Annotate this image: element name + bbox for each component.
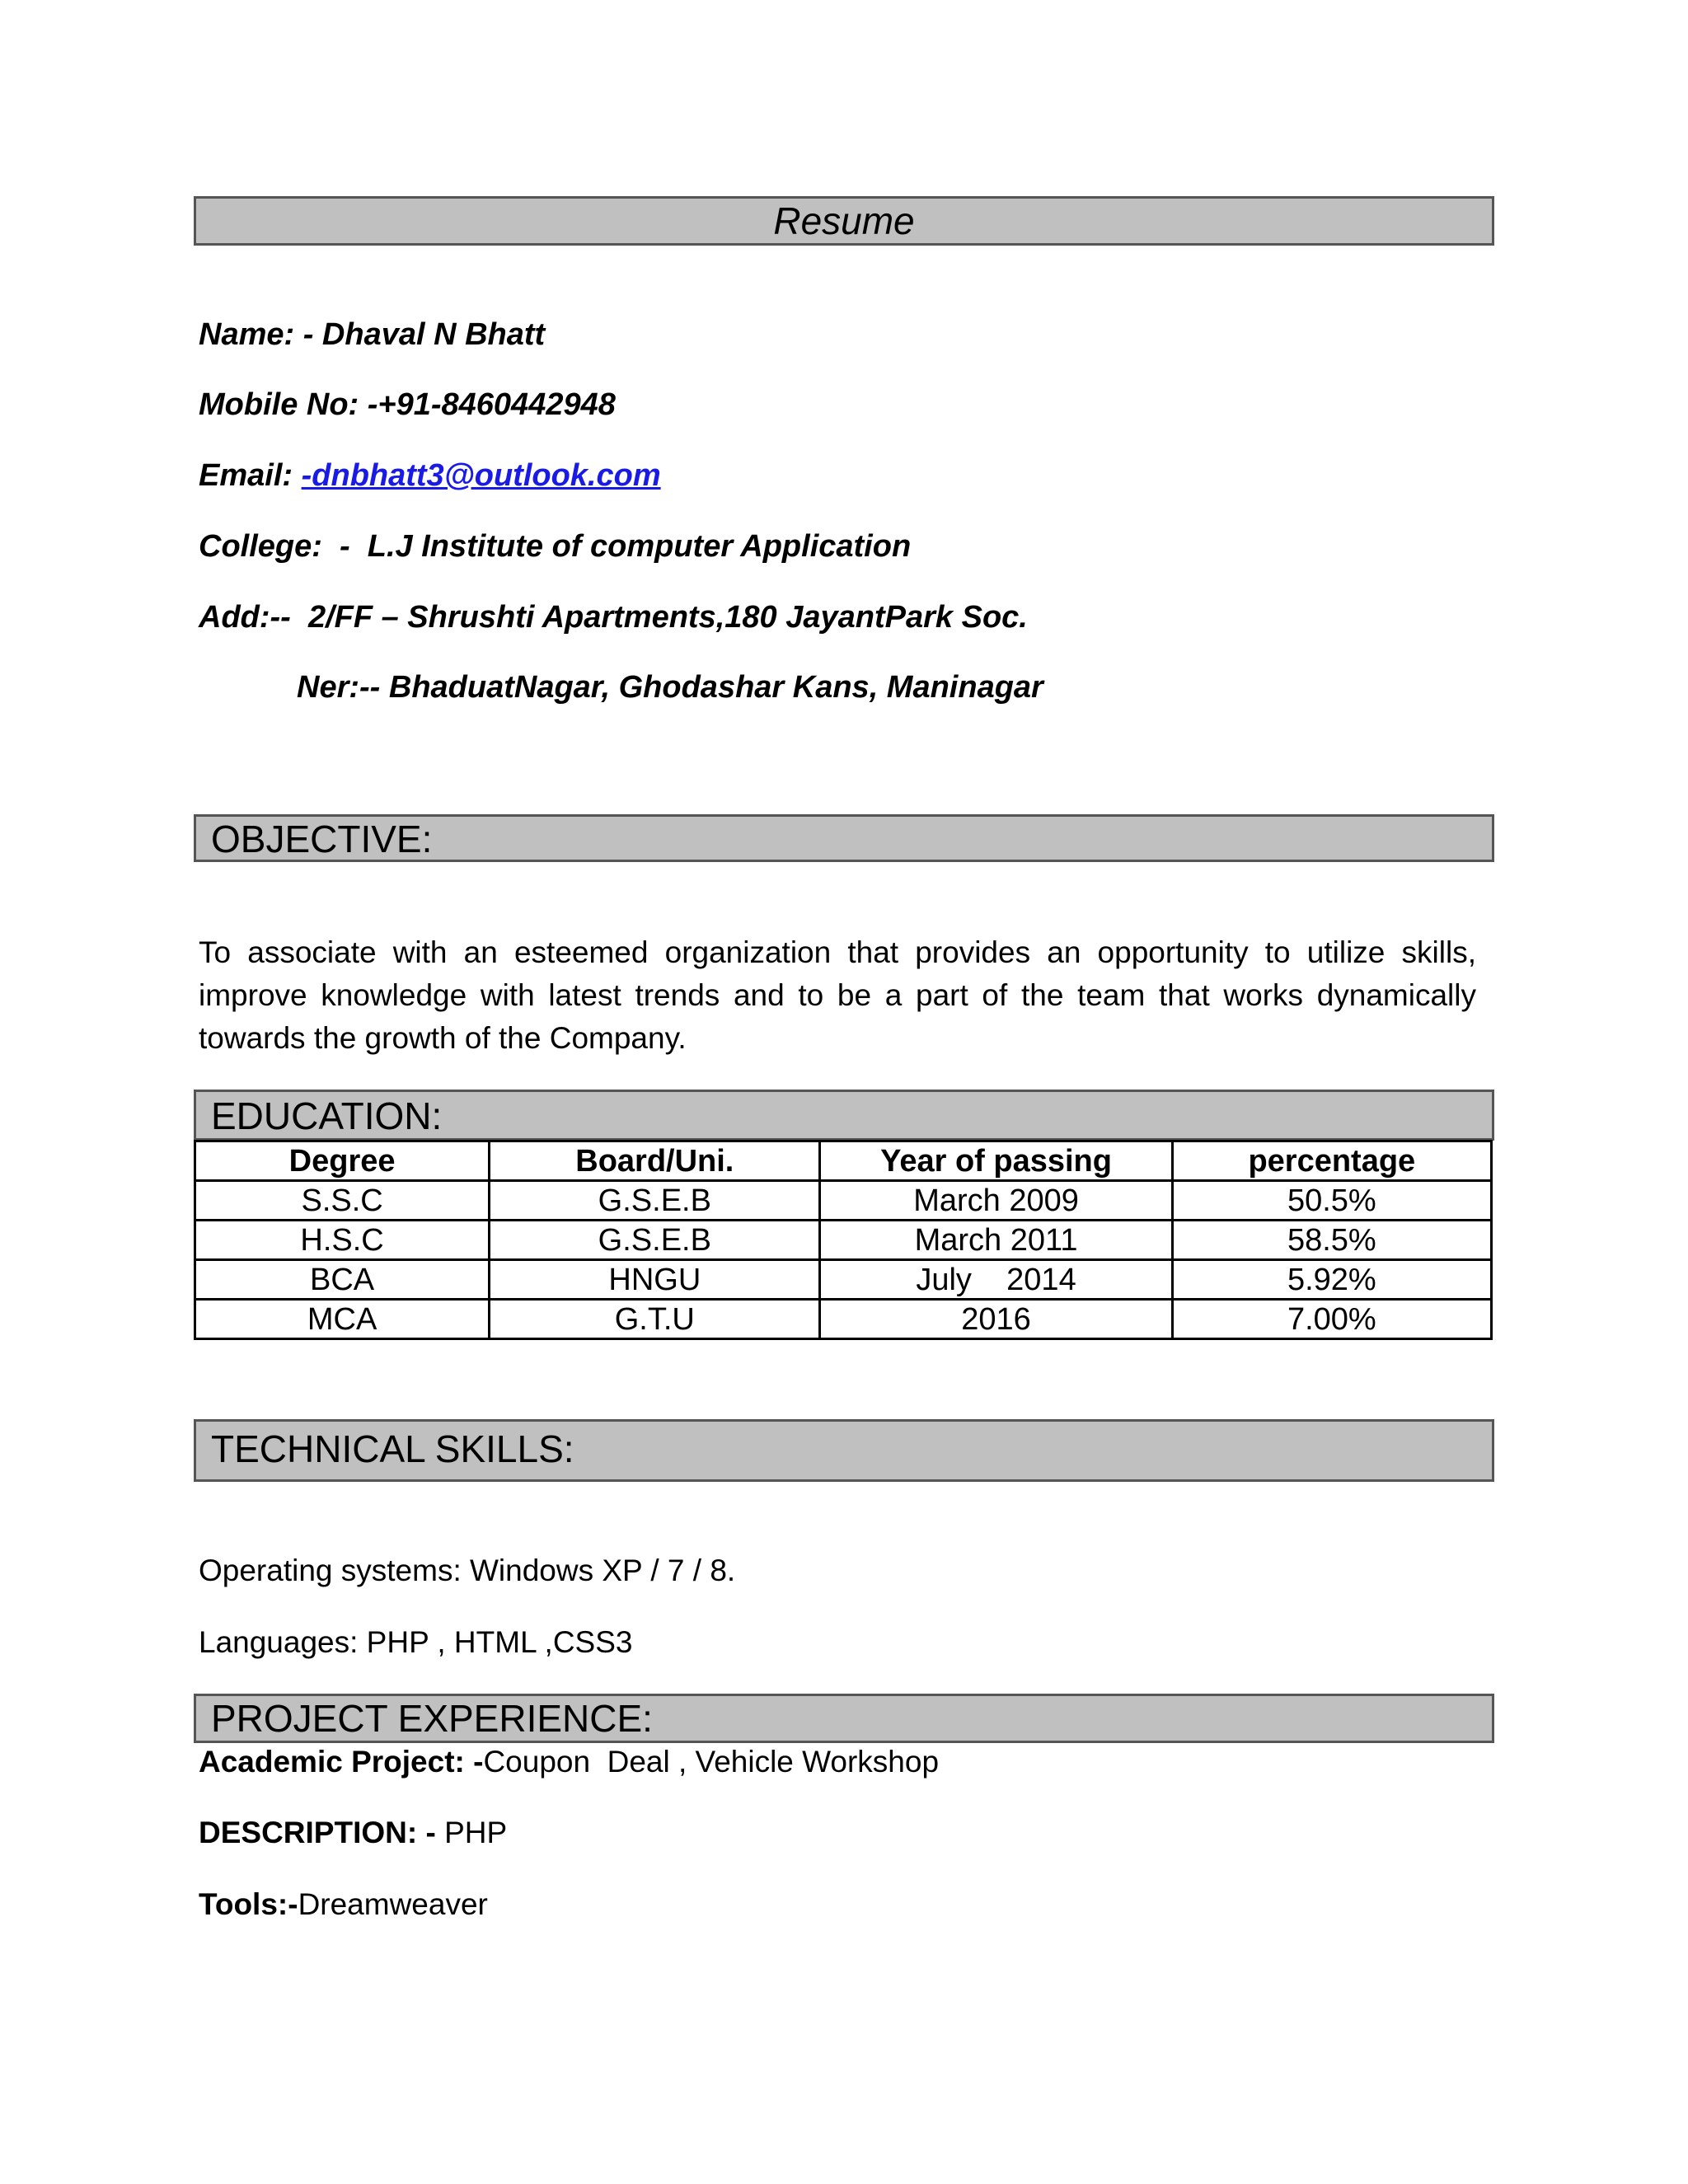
table-row	[195, 1260, 1492, 1300]
header-degree: Degree	[195, 1141, 490, 1181]
academic-project-value: Coupon Deal , Vehicle Workshop	[483, 1745, 940, 1779]
cell-degree: S.S.C	[195, 1181, 490, 1221]
tools-label: Tools:-	[199, 1887, 298, 1921]
cell-board: G.S.E.B	[490, 1221, 820, 1260]
table-row	[195, 1221, 1492, 1260]
contact-address-line2: Ner:-- BhaduatNagar, Ghodashar Kans, Maninagar	[297, 670, 1043, 705]
resume-title-bar	[194, 196, 1494, 246]
description-value: PHP	[444, 1816, 508, 1849]
cell-percentage: 7.00%	[1172, 1300, 1491, 1339]
cell-percentage: 50.5%	[1172, 1181, 1491, 1221]
cell-year: March 2011	[820, 1221, 1172, 1260]
project-experience-title: PROJECT EXPERIENCE:	[211, 1697, 653, 1740]
academic-project-label: Academic Project: -	[199, 1745, 484, 1779]
header-year: Year of passing	[820, 1141, 1172, 1181]
skills-languages: Languages: PHP , HTML ,CSS3	[199, 1625, 633, 1659]
technical-skills-header	[194, 1419, 1494, 1482]
table-header-row	[195, 1141, 1492, 1181]
contact-college: College: - L.J Institute of computer Application	[199, 529, 912, 564]
cell-year: 2016	[820, 1300, 1172, 1339]
project-description	[199, 1816, 507, 1850]
header-board: Board/Uni.	[490, 1141, 820, 1181]
description-label: DESCRIPTION: -	[199, 1816, 445, 1849]
cell-degree: BCA	[195, 1260, 490, 1300]
academic-project	[199, 1745, 939, 1779]
education-table	[194, 1140, 1493, 1340]
header-percentage: percentage	[1172, 1141, 1491, 1181]
cell-percentage: 5.92%	[1172, 1260, 1491, 1300]
cell-percentage: 58.5%	[1172, 1221, 1491, 1260]
technical-skills-title: TECHNICAL SKILLS:	[211, 1427, 574, 1470]
cell-year: July 2014	[820, 1260, 1172, 1300]
table-row	[195, 1300, 1492, 1339]
contact-email	[199, 458, 661, 494]
resume-title: Resume	[773, 199, 915, 242]
contact-address-line1: Add:-- 2/FF – Shrushti Apartments,180 JayantPark Soc.	[199, 600, 1028, 635]
skills-os: Operating systems: Windows XP / 7 / 8.	[199, 1554, 736, 1587]
education-header	[194, 1090, 1494, 1141]
project-experience-header	[194, 1694, 1494, 1743]
cell-year: March 2009	[820, 1181, 1172, 1221]
cell-degree: H.S.C	[195, 1221, 490, 1260]
contact-name: Name: - Dhaval N Bhatt	[199, 317, 546, 352]
objective-header	[194, 814, 1494, 862]
email-link[interactable]: -dnbhatt3@outlook.com	[301, 458, 661, 493]
objective-title: OBJECTIVE:	[211, 818, 433, 860]
tools-value: Dreamweaver	[298, 1887, 488, 1921]
cell-board: G.T.U	[490, 1300, 820, 1339]
education-title: EDUCATION:	[211, 1094, 443, 1137]
cell-board: G.S.E.B	[490, 1181, 820, 1221]
project-tools	[199, 1887, 488, 1922]
objective-text: To associate with an esteemed organization that provides an opportunity to utilize skills, improve knowledge with latest trends and to be a part of the team that works dynamically towards the growth of the Company.	[199, 935, 1476, 1055]
email-label: Email:	[199, 458, 302, 493]
table-row	[195, 1181, 1492, 1221]
cell-degree: MCA	[195, 1300, 490, 1339]
contact-mobile: Mobile No: -+91-8460442948	[199, 387, 616, 422]
cell-board: HNGU	[490, 1260, 820, 1300]
